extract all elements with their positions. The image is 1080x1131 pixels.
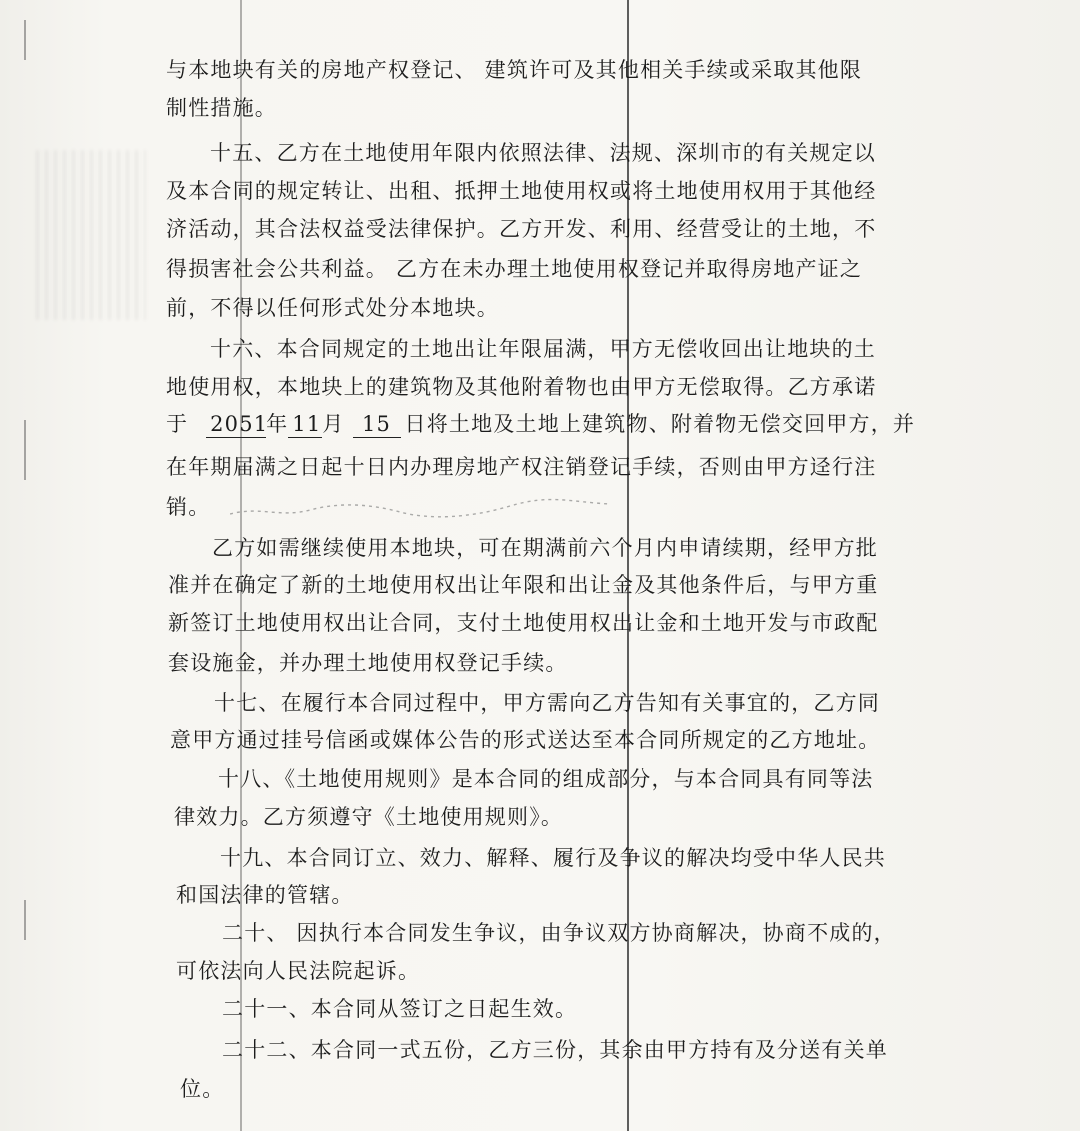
text-line: 十五、乙方在土地使用年限内依照法律、法规、深圳市的有关规定以	[210, 141, 876, 165]
date-prefix: 于	[166, 412, 189, 436]
text-line: 套设施金，并办理土地使用权登记手续。	[168, 651, 568, 675]
text-line: 在年期届满之日起十日内办理房地产权注销登记手续，否则由甲方迳行注	[166, 455, 877, 479]
text-line: 二十一、本合同从签订之日起生效。	[222, 997, 578, 1021]
text-line: 得损害社会公共利益。 乙方在未办理土地使用权登记并取得房地产证之	[166, 257, 863, 281]
text-line: 制性措施。	[166, 96, 277, 120]
text-line: 律效力。乙方须遵守《土地使用规则》。	[174, 805, 564, 829]
date-line	[166, 411, 915, 438]
text-line: 十八、《土地使用规则》是本合同的组成部分，与本合同具有同等法	[218, 767, 874, 791]
year-unit: 年	[266, 412, 289, 436]
text-line: 济活动，其合法权益受法律保护。乙方开发、利用、经营受让的土地，不	[166, 217, 877, 241]
date-suffix: 日将土地及土地上建筑物、附着物无偿交回甲方，并	[404, 412, 916, 436]
text-line: 十六、本合同规定的土地出让年限届满，甲方无偿收回出让地块的土	[210, 337, 876, 361]
text-line: 可依法向人民法院起诉。	[176, 959, 421, 983]
text-line: 意甲方通过挂号信函或媒体公告的形式送达至本合同所规定的乙方地址。	[170, 728, 881, 752]
text-line: 位。	[180, 1077, 225, 1101]
month-field: 11	[288, 411, 322, 438]
text-line: 二十、 因执行本合同发生争议，由争议双方协商解决，协商不成的，	[222, 921, 896, 945]
text-line: 二十二、本合同一式五份，乙方三份，其余由甲方持有及分送有关单	[222, 1038, 888, 1062]
text-line: 销。	[166, 495, 211, 519]
month-unit: 月	[322, 412, 345, 436]
text-line: 及本合同的规定转让、出租、抵押土地使用权或将土地使用权用于其他经	[166, 179, 877, 203]
text-line: 十九、本合同订立、效力、解释、履行及争议的解决均受中华人民共	[220, 846, 886, 870]
text-line: 新签订土地使用权出让合同，支付土地使用权出让金和土地开发与市政配	[168, 611, 879, 635]
text-line: 地使用权，本地块上的建筑物及其他附着物也由甲方无偿取得。乙方承诺	[166, 375, 877, 399]
text-line: 乙方如需继续使用本地块，可在期满前六个月内申请续期，经甲方批	[212, 536, 878, 560]
year-field: 2051	[206, 411, 266, 438]
text-line: 前，不得以任何形式处分本地块。	[166, 296, 499, 320]
text-line: 和国法律的管辖。	[176, 883, 354, 907]
text-line: 与本地块有关的房地产权登记、 建筑许可及其他相关手续或采取其他限	[166, 58, 863, 82]
text-line: 准并在确定了新的土地使用权出让年限和出让金及其他条件后，与甲方重	[168, 573, 879, 597]
day-field: 15	[353, 411, 401, 438]
text-line: 十七、在履行本合同过程中，甲方需向乙方告知有关事宜的，乙方同	[214, 691, 880, 715]
